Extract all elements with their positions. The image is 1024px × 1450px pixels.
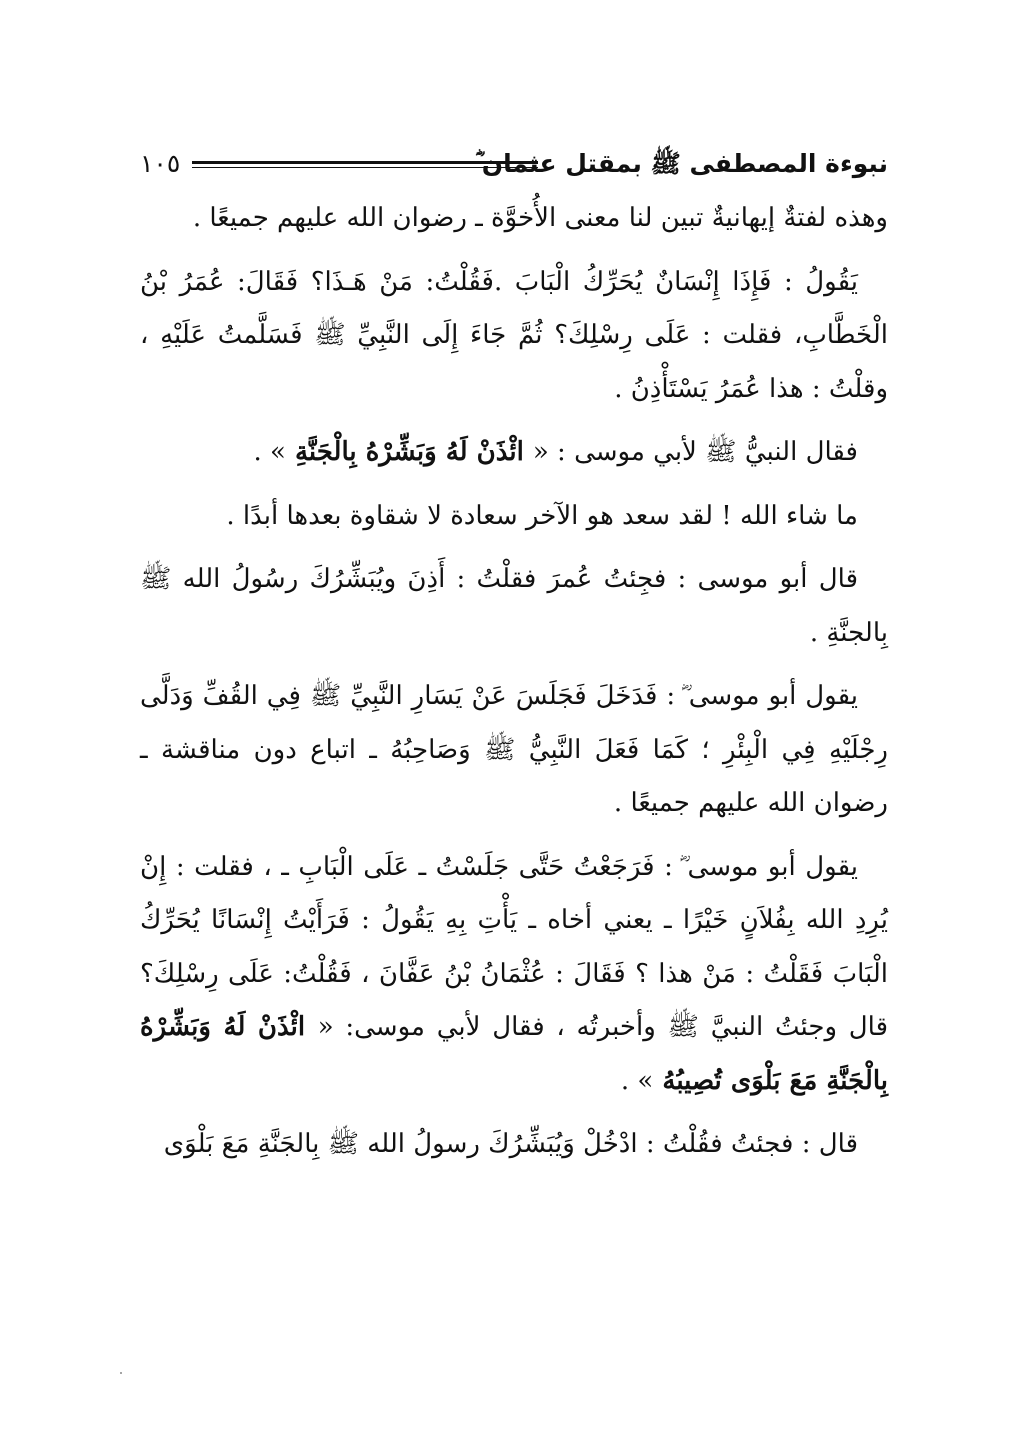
paragraph-4 — [140, 490, 888, 544]
running-title: نبوءة المصطفى ﷺ بمقتل عثمان ؓ — [475, 149, 888, 178]
paragraph-text: فقال النبيُّ ﷺ لأبي موسى : « — [532, 437, 858, 467]
paragraph-2 — [140, 256, 888, 417]
body-text — [140, 192, 888, 1182]
paragraph-text-end: » . — [253, 437, 286, 467]
paragraph-text: يقول أبو موسى ؓ : فَرَجَعْتُ حَتَّى جَلَسْتُ ـ عَلَى الْبَابِ ـ ، فقلت : إِنْ يُرِدِ الله بِفُلاَنٍ خَيْرًا ـ يعني أخاه ـ يَأْتِ بِهِ يَقُولُ : فَرَأَيْتُ إِنْسَانًا يُحَرِّكُ الْبَابَ فَقَلْتُ : مَنْ هذا ؟ فَقَالَ : عُثْمَانُ بْنُ عَفَّانَ ، فَقُلْتُ: عَلَى رِسْلِكَ؟ قال وجئتُ النبيَّ ﷺ وأخبرتُه ، فقال لأبي موسى: « — [140, 851, 889, 1042]
paragraph-text-end: » . — [620, 1065, 654, 1096]
paragraph-7 — [140, 841, 888, 1109]
scan-speck — [120, 1372, 122, 1374]
paragraph-5 — [140, 553, 888, 660]
paragraph-text: ما شاء الله ! لقد سعد هو الآخر سعادة لا شقاوة بعدها أبدًا . — [226, 500, 858, 531]
paragraph-6 — [140, 670, 888, 831]
page-header — [140, 146, 888, 186]
paragraph-3 — [140, 426, 888, 480]
header-rule — [192, 161, 538, 168]
paragraph-text: يَقُولُ : فَإِذَا إِنْسَانٌ يُحَرِّكُ الْبَابَ .فَقُلْتُ: مَنْ هَـذَا؟ فَقَالَ: عُمَرُ بْنُ الْخَطَّابِ، فقلت : عَلَى رِسْلِكَ؟ ثُمَّ جَاءَ إِلَى النَّبِيِّ ﷺ فَسَلَّمتُ عَلَيْهِ ، وقلْتُ : هذا عُمَرُ يَسْتَأْذِنُ . — [140, 266, 888, 404]
paragraph-text: قال أبو موسى : فجِئتُ عُمرَ فقلْتُ : أَذِنَ ويُبَشِّرُكَ رسُولُ الله ﷺ بِالجنَّةِ . — [140, 564, 888, 648]
page-number: ١٠٥ — [140, 149, 181, 178]
hadith-quote: ائْذَنْ لَهُ وَبَشِّرْهُ بِالْجَنَّةِ مَعَ بَلْوَى تُصِيبُهُ — [140, 1012, 888, 1096]
paragraph-text: يقول أبو موسى ؓ : فَدَخَلَ فَجَلَسَ عَنْ يَسَارِ النَّبِيِّ ﷺ فِي القُفِّ وَدَلَّى رِجْلَيْهِ فِي الْبِئْرِ ؛ كَمَا فَعَلَ النَّبِيُّ ﷺ وَصَاحِبُهُ ـ اتباع دون مناقشة ـ رضوان الله عليهم جميعًا . — [140, 681, 888, 818]
hadith-quote: ائْذَنْ لَهُ وَبَشِّرْهُ بِالْجَنَّةِ — [285, 437, 533, 467]
paragraph-8 — [140, 1118, 888, 1172]
paragraph-1 — [140, 192, 888, 246]
paragraph-text: قال : فجئتُ فقُلْتُ : ادْخُلْ وَيُبَشِّرُكَ رسولُ الله ﷺ بِالجَنَّةِ مَعَ بَلْوَى — [163, 1129, 858, 1159]
paragraph-text: وهذه لفتةٌ إيهانيةٌ تبين لنا معنى الأُخوَّة ـ رضوان الله عليهم جميعًا . — [192, 203, 888, 233]
